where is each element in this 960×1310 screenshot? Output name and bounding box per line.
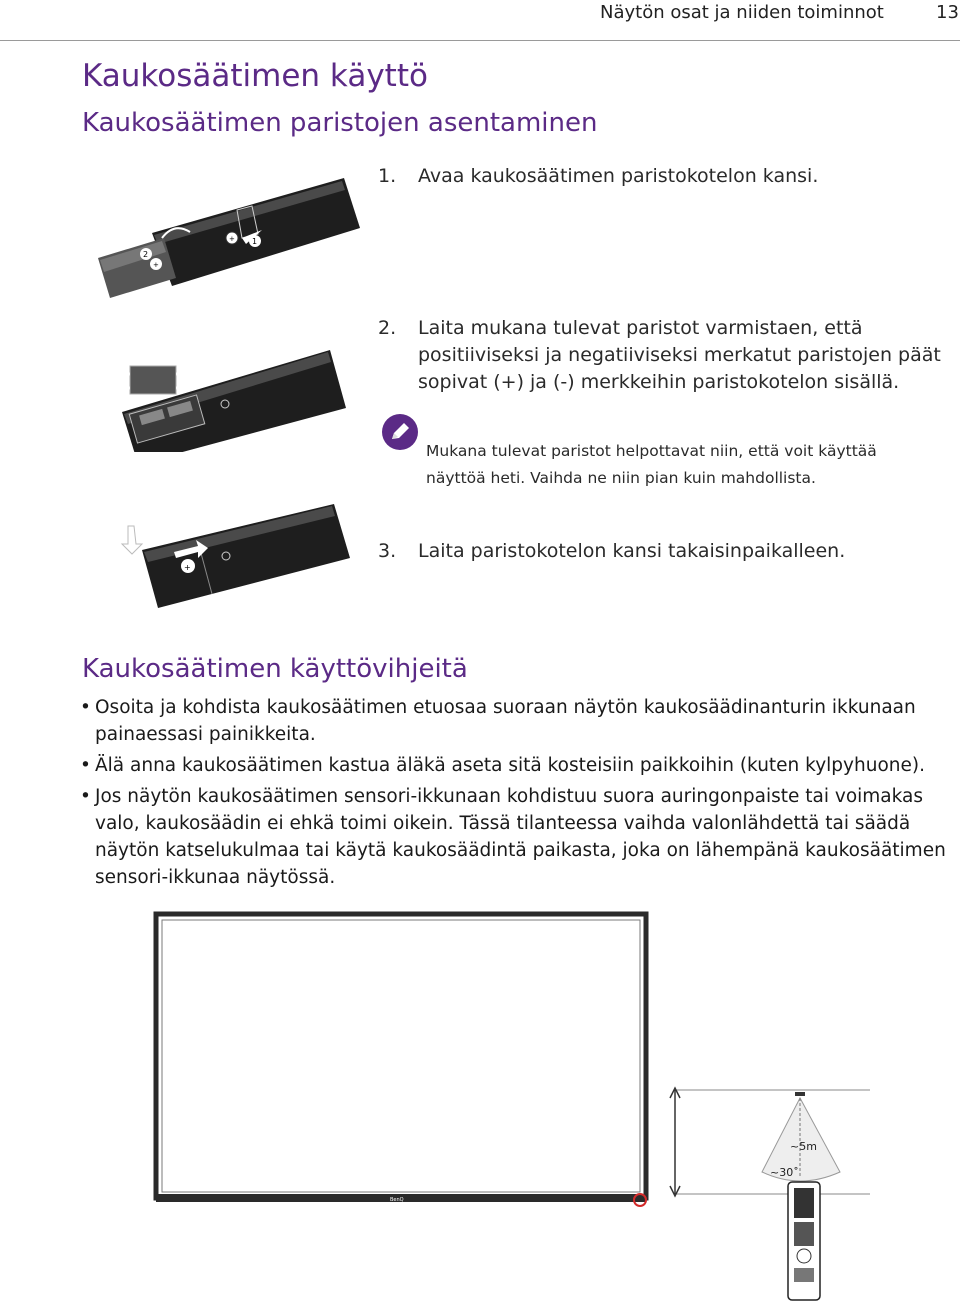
distance-label: ~5m [790, 1140, 817, 1153]
page-number: 13 [936, 2, 959, 23]
open-cover-illustration [92, 178, 372, 298]
step-marker-2: 2 [143, 250, 149, 259]
list-item: • Jos näytön kaukosäätimen sensori-ikkunaan kohdistuu suora auringonpaiste tai voimakas valo, kaukosäädin ei ehkä toimi oikein. Tässä tilanteessa vaihda valonlähdettä tai säädä näytön katselukulmaa tai käytä kaukosäädintä paikasta, joka on lähempänä kaukosäätimen sensori-ikkunaa näytössä. [80, 786, 946, 888]
step-3 [378, 538, 938, 568]
tip-text: Älä anna kaukosäätimen kastua äläkä aseta sitä kosteisiin paikkoihin (kuten kylpyhuone). [95, 755, 925, 776]
step-number: 2. [378, 317, 397, 339]
step-marker-1: 1 [252, 237, 258, 246]
close-cover-illustration [118, 500, 358, 610]
step-text: Avaa kaukosäätimen paristokotelon kansi. [418, 165, 819, 187]
section-heading-batteries: Kaukosäätimen paristojen asentaminen [82, 108, 598, 138]
angle-label: ~30˚ [770, 1166, 799, 1179]
step-number: 1. [378, 165, 397, 187]
running-header-title: Näytön osat ja niiden toiminnot [600, 2, 884, 23]
svg-text:+: + [153, 261, 159, 269]
tips-list [80, 694, 960, 895]
step-2 [378, 315, 958, 405]
tip-text: Osoita ja kohdista kaukosäätimen etuosaa suoraan näytön kaukosäädinanturin ikkunaan painaessasi painikkeita. [95, 697, 916, 745]
step-1 [378, 163, 938, 193]
svg-text:+: + [184, 563, 191, 572]
step-text: Laita paristokotelon kansi takaisinpaikalleen. [418, 540, 846, 562]
section-heading-tips: Kaukosäätimen käyttövihjeitä [82, 654, 468, 684]
list-item: • Älä anna kaukosäätimen kastua äläkä aseta sitä kosteisiin paikkoihin (kuten kylpyhuone). [80, 755, 925, 776]
tip-text: Jos näytön kaukosäätimen sensori-ikkunaan kohdistuu suora auringonpaiste tai voimakas valo, kaukosäädin ei ehkä toimi oikein. Tässä tilanteessa vaihda valonlähdettä tai säädä näytön katselukulmaa tai käytä kaukosäädintä paikasta, joka on lähempänä kaukosäätimen sensori-ikkunaa näytössä. [95, 786, 946, 888]
svg-text:+: + [229, 235, 235, 243]
header-divider [0, 40, 960, 41]
note-text: Mukana tulevat paristot helpottavat niin, että voit käyttää näyttöä heti. Vaihda ne niin pian kuin mahdollista. [426, 442, 877, 487]
step-number: 3. [378, 540, 397, 562]
brand-logo: BenQ [390, 1197, 404, 1203]
list-item: • Osoita ja kohdista kaukosäätimen etuosaa suoraan näytön kaukosäädinanturin ikkunaan painaessasi painikkeita. [80, 697, 916, 745]
pencil-note-icon [380, 412, 420, 452]
step-text: Laita mukana tulevat paristot varmistaen, että positiiviseksi ja negatiiviseksi merkatut paristojen päät sopivat (+) ja (-) merkkeihin paristokotelon sisällä. [418, 317, 941, 393]
battery-insert-illustration [112, 332, 352, 452]
page-title: Kaukosäätimen käyttö [82, 58, 428, 94]
display-remote-range-illustration [150, 910, 890, 1305]
